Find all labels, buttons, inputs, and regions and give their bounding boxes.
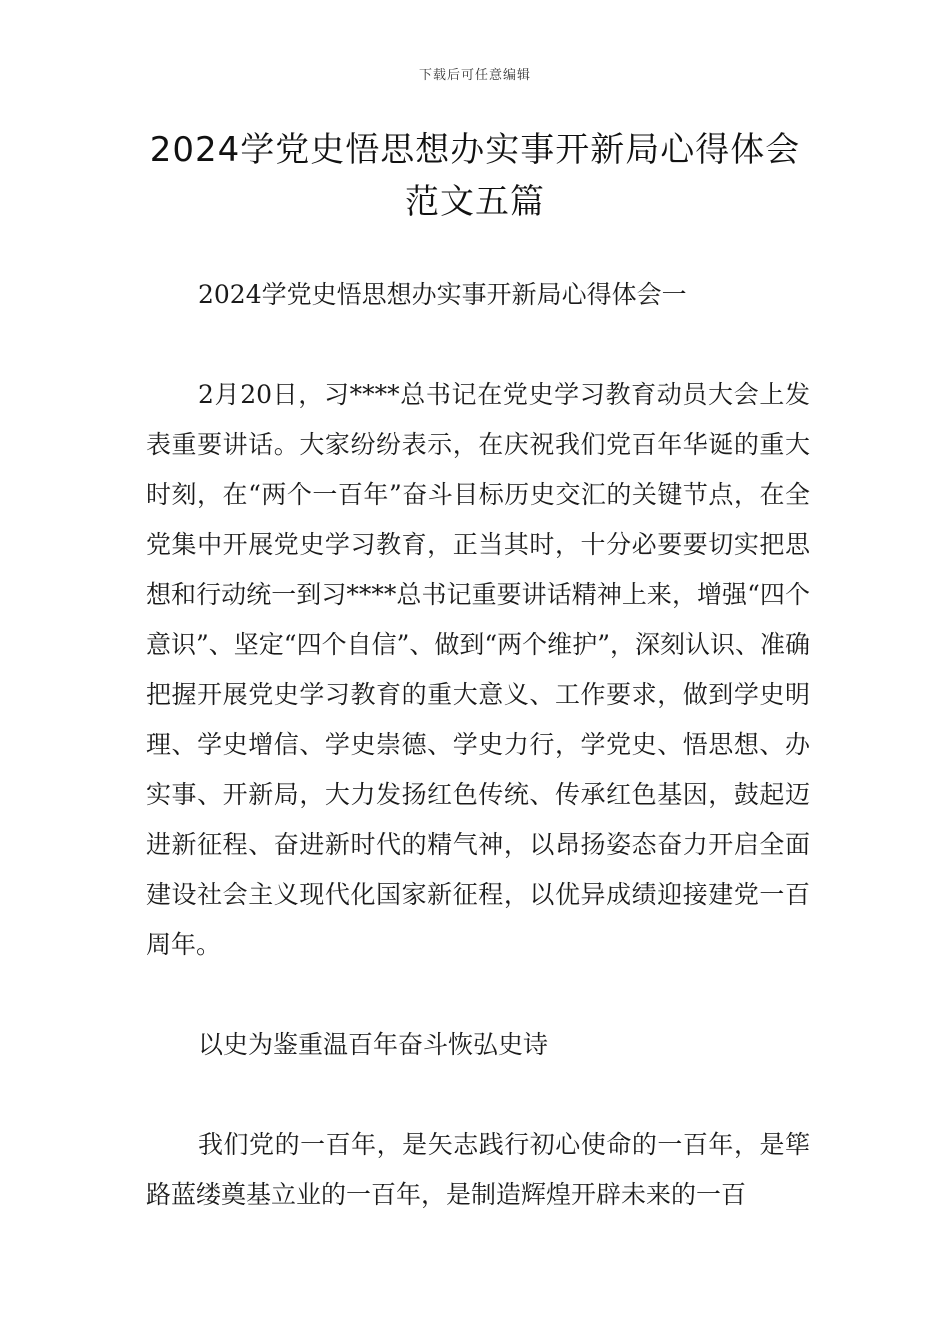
header-note: 下载后可任意编辑 [418,68,531,83]
spacer [146,1070,810,1120]
title-line-2: 范文五篇 [405,182,545,222]
document-title [140,124,810,228]
document-body [146,270,810,1220]
section-2-heading: 以史为鉴重温百年奋斗恢弘史诗 [198,1030,549,1059]
paragraph-1: 2月20日，习****总书记在党史学习教育动员大会上发表重要讲话。大家纷纷表示，在庆祝我们党百年华诞的重大时刻，在“两个一百年”奋斗目标历史交汇的关键节点，在全党集中开展党史学习教育，正当其时，十分必要要切实把思想和行动统一到习****总书记重要讲话精神上来，增强“四个意识”、坚定“四个自信”、做到“两个维护”，深刻认识、准确把握开展党史学习教育的重大意义、工作要求，做到学史明理、学史增信、学史崇德、学史力行，学党史、悟思想、办实事、开新局，大力发扬红色传统、传承红色基因，鼓起迈进新征程、奋进新时代的精气神，以昂扬姿态奋力开启全面建设社会主义现代化国家新征程，以优异成绩迎接建党一百周年。 [146,380,810,959]
spacer [146,970,810,1020]
paragraph-2: 我们党的一百年，是矢志践行初心使命的一百年，是筚路蓝缕奠基立业的一百年，是制造辉煌开辟未来的一百 [146,1130,810,1209]
title-line-1: 2024学党史悟思想办实事开新局心得体会 [149,130,801,170]
spacer [146,320,810,370]
section-1-heading: 2024学党史悟思想办实事开新局心得体会一 [198,280,687,309]
